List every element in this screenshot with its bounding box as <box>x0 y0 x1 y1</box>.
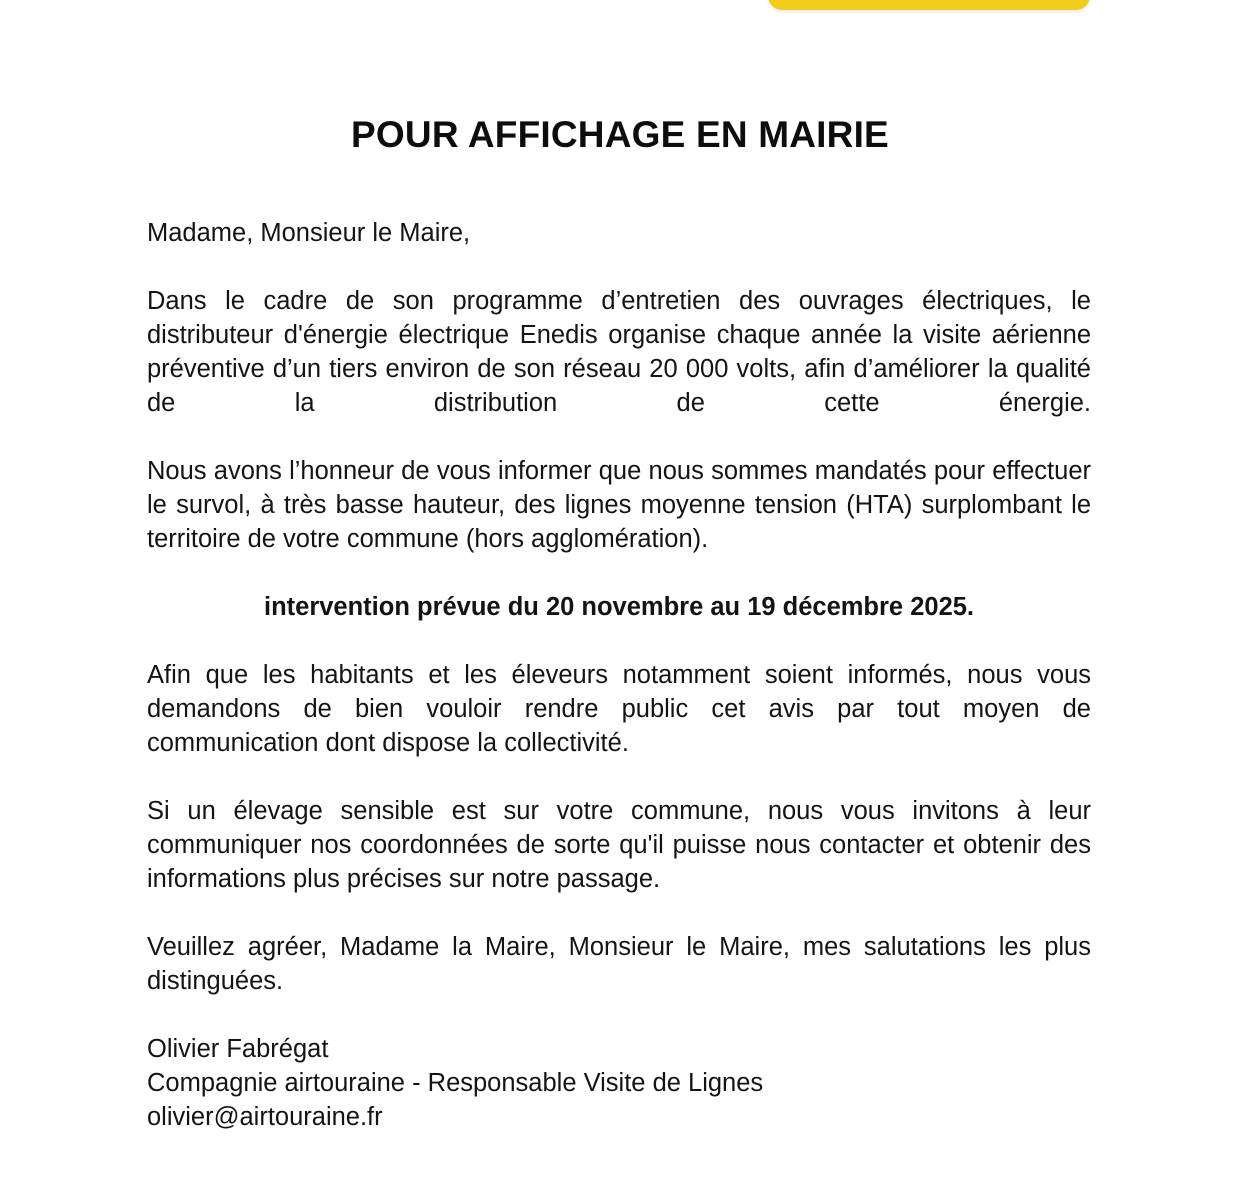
salutation: Madame, Monsieur le Maire, <box>147 219 471 247</box>
header-accent-bar <box>768 0 1090 10</box>
closing-formula: Veuillez agréer, Madame la Maire, Monsieur le Maire, mes salutations les plus distinguées. <box>147 933 1091 995</box>
paragraph-publicity-request: Afin que les habitants et les éleveurs notamment soient informés, nous vous demandons de bien vouloir rendre public cet avis par tout moyen de communication dont dispose la collectivité. <box>147 661 1091 757</box>
signature-block <box>147 1032 1091 1134</box>
signatory-role: Compagnie airtouraine - Responsable Visite de Lignes <box>147 1069 764 1097</box>
page-title: POUR AFFICHAGE EN MAIRIE <box>351 113 889 155</box>
paragraph-livestock: Si un élevage sensible est sur votre commune, nous vous invitons à leur communiquer nos coordonnées de sorte qu'il puisse nous contacter et obtenir des informations plus précises sur notre passage. <box>147 797 1091 893</box>
paragraph-mandate: Nous avons l’honneur de vous informer que nous sommes mandatés pour effectuer le survol, à très basse hauteur, des lignes moyenne tension (HTA) surplombant le territoire de votre commune (hors agglomération). <box>147 457 1091 553</box>
signatory-name: Olivier Fabrégat <box>147 1035 329 1063</box>
intervention-dates: intervention prévue du 20 novembre au 19 décembre 2025. <box>263 593 975 621</box>
letter-body <box>147 216 1091 1134</box>
paragraph-enedis-program: Dans le cadre de son programme d’entretien des ouvrages électriques, le distributeur d'énergie électrique Enedis organise chaque année la visite aérienne préventive d’un tiers environ de son réseau 20 000 volts, afin d’améliorer la qualité de la distribution de cette énergie. <box>147 287 1091 417</box>
signatory-email[interactable]: olivier@airtouraine.fr <box>147 1103 383 1131</box>
